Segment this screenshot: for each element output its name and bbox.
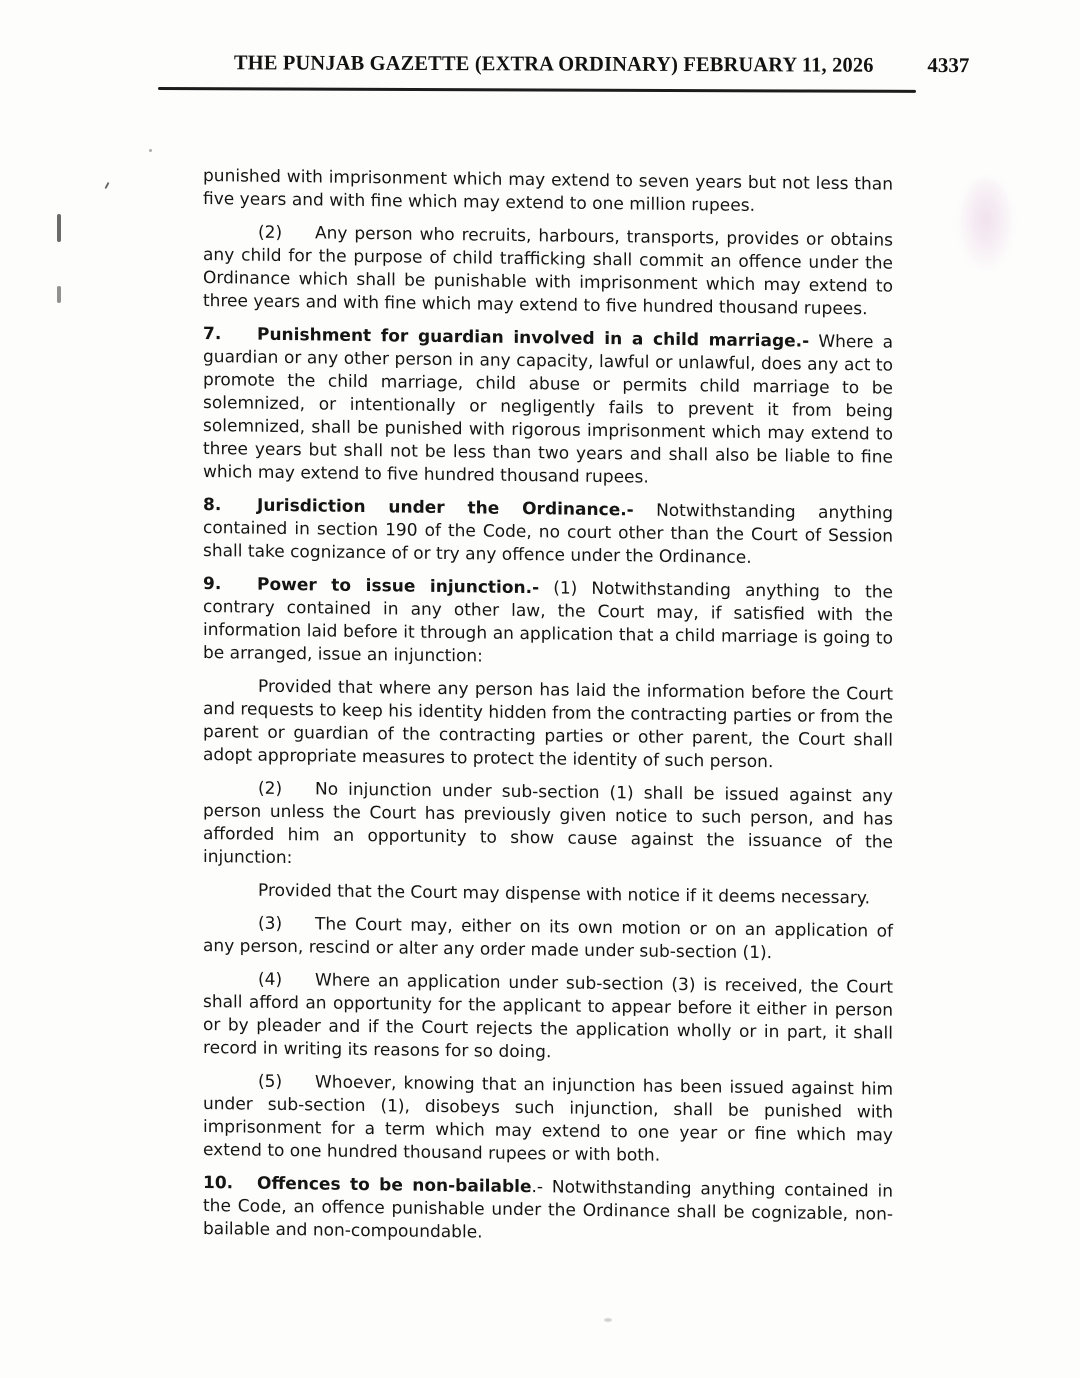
section-8-paragraph	[203, 494, 893, 572]
paragraph-text: Notwithstanding anything contained in section 190 of the Code, no court other than the Court of Session shall take cognizance of or try any offence under the Ordinance.	[203, 500, 894, 568]
section-10-paragraph	[203, 1172, 893, 1250]
section-title: Offences to be non-bailable	[257, 1173, 532, 1198]
paragraph-text: Provided that where any person has laid the information before the Court and requests to keep his identity hidden from the contracting parties or from the parent or guardian of the contracting parties or other parent, the Court shall adopt appropriate measures to protect the identity of such person.	[203, 676, 893, 773]
section-title: Jurisdiction under the Ordinance.-	[257, 495, 634, 521]
clause-9-4-paragraph	[203, 968, 893, 1069]
paragraph-text: Where a guardian or any other person in any capacity, lawful or unlawful, does any act to promote the child marriage, child abuse or permits child marriage to be solemnized, or intentionally or negligently fails to prevent it from being solemnized, shall be punished with rigorous imprisonment which may extend to three years but shall not be less than two years and shall also be liable to fine which may extend to five hundred thousand rupees.	[203, 331, 893, 488]
scan-speck	[149, 149, 152, 152]
clause-6-2-paragraph	[203, 221, 893, 322]
paragraph-text: No injunction under sub-section (1) shall be issued against any person unless the Court has previously given notice to such person, and has afforded him an opportunity to show cause against the issuance of the injunction:	[203, 779, 893, 869]
page-number: 4337	[927, 52, 970, 78]
proviso-9-2-paragraph	[203, 879, 893, 911]
scan-speck	[604, 1318, 612, 1322]
scan-edge-mark	[57, 214, 61, 242]
paragraph-text: Any person who recruits, harbours, transports, provides or obtains any child for the purpose of child trafficking shall commit an offence under the Ordinance which shall be punishable with imprisonment which may extend to three years and with fine which may extend to five hundred thousand rupees.	[203, 223, 893, 320]
section-number: 9.	[203, 574, 222, 595]
continuation-paragraph	[203, 165, 893, 220]
clause-9-5-paragraph	[203, 1070, 893, 1171]
section-separator: .-	[531, 1177, 544, 1198]
clause-9-2-paragraph	[203, 777, 893, 878]
clause-9-3-paragraph	[203, 912, 893, 967]
gazette-header-title: THE PUNJAB GAZETTE (EXTRA ORDINARY) FEBRUARY 11, 2026	[234, 50, 874, 77]
paragraph-text: punished with imprisonment which may extend to seven years but not less than five years and with fine which may extend to one million rupees.	[203, 166, 893, 216]
paragraph-text: (1) Notwithstanding anything to the contrary contained in any other law, the Court may, if satisfied with the information laid before it through an application that a child marriage is going to be arranged, issue an injunction:	[203, 578, 893, 667]
section-number: 8.	[203, 495, 222, 516]
paragraph-text: Whoever, knowing that an injunction has been issued against him under sub-section (1), disobeys such injunction, shall be punished with imprisonment for a term which may extend to one year or fine which may extend to one hundred thousand rupees or with both.	[203, 1072, 893, 1166]
scan-smudge-artifact	[958, 178, 1014, 270]
header-divider-rule	[158, 87, 916, 93]
clause-marker: (5)	[258, 1071, 283, 1092]
section-title: Power to issue injunction.-	[257, 574, 540, 599]
section-number: 10.	[203, 1173, 234, 1194]
clause-marker: (2)	[258, 778, 283, 799]
paragraph-text: Notwithstanding anything contained in the Code, an offence punishable under the Ordinance shall be cognizable, non-bailable and non-compoundable.	[203, 1177, 893, 1243]
paragraph-text: The Court may, either on its own motion or on an application of any person, rescind or alter any order made under sub-section (1).	[203, 914, 893, 964]
clause-marker: (4)	[258, 969, 283, 990]
clause-marker: (2)	[258, 222, 283, 243]
paragraph-text: Where an application under sub-section (3) is received, the Court shall afford an opportunity for the applicant to appear before it either in person or by pleader and if the Court rejects the application wholly or in part, it shall record in writing its reasons for so doing.	[203, 970, 893, 1063]
scan-speck	[104, 182, 109, 189]
section-title: Punishment for guardian involved in a child marriage.-	[257, 324, 810, 352]
page-header	[158, 50, 970, 78]
document-body	[203, 165, 893, 1260]
section-7-paragraph	[203, 323, 893, 493]
scan-edge-mark	[57, 286, 61, 303]
clause-marker: (3)	[258, 913, 283, 934]
paragraph-text: Provided that the Court may dispense with notice if it deems necessary.	[258, 880, 870, 909]
section-9-paragraph	[203, 573, 893, 674]
section-number: 7.	[203, 324, 222, 345]
proviso-9-1-paragraph	[203, 675, 893, 776]
